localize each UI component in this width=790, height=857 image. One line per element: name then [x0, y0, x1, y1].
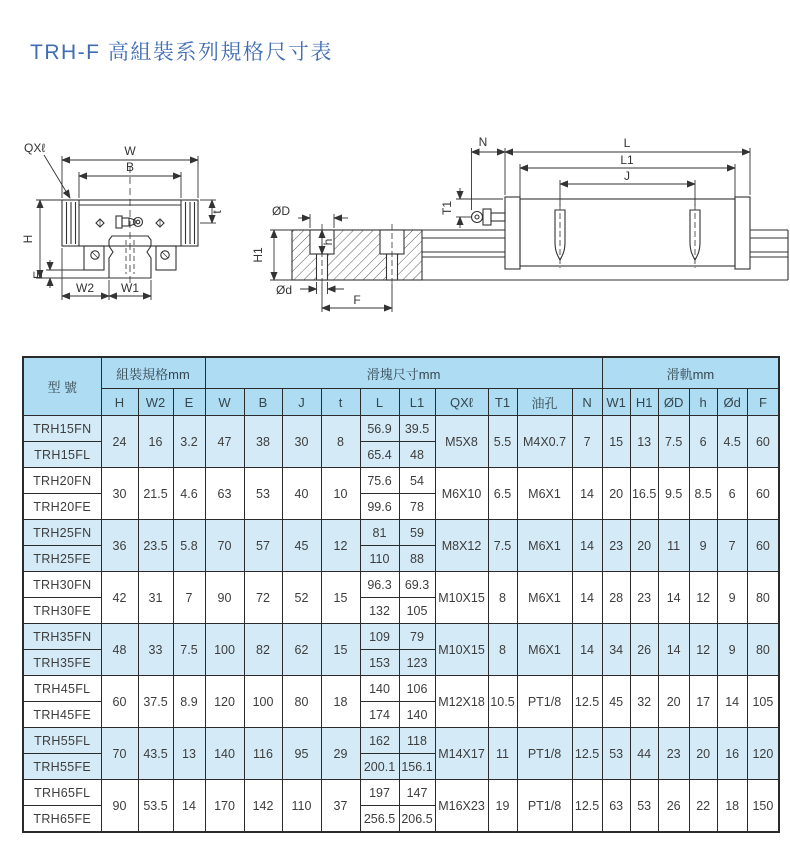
value-cell: 150 — [747, 780, 779, 833]
value-cell: 31 — [138, 572, 173, 624]
value-cell: 80 — [747, 624, 779, 676]
value-cell: 36 — [101, 520, 138, 572]
value-cell: 10.5 — [488, 676, 517, 728]
value-cell: 47 — [205, 416, 244, 468]
value-cell: 96.3 — [360, 572, 399, 598]
value-cell: 63 — [602, 780, 630, 833]
dim-label-f: F — [353, 293, 361, 307]
col-header-OD: ØD — [658, 389, 689, 416]
value-cell: 6.5 — [488, 468, 517, 520]
value-cell: 70 — [205, 520, 244, 572]
value-cell: 22 — [689, 780, 717, 833]
value-cell: 7.5 — [173, 624, 205, 676]
value-cell: 95 — [282, 728, 321, 780]
value-cell: 42 — [101, 572, 138, 624]
value-cell: 45 — [282, 520, 321, 572]
value-cell: 9 — [717, 624, 747, 676]
value-cell: 65.4 — [360, 442, 399, 468]
value-cell: 170 — [205, 780, 244, 833]
value-cell: 12 — [321, 520, 360, 572]
value-cell: 18 — [717, 780, 747, 833]
value-cell: 106 — [399, 676, 435, 702]
value-cell: 23 — [658, 728, 689, 780]
value-cell: 80 — [282, 676, 321, 728]
value-cell: M14X17 — [435, 728, 488, 780]
page-title: TRH-F 高組裝系列規格尺寸表 — [30, 41, 333, 64]
value-cell: 17 — [689, 676, 717, 728]
value-cell: 60 — [747, 520, 779, 572]
table-row — [23, 520, 779, 546]
table-row — [23, 728, 779, 754]
dim-label-w: W — [124, 144, 136, 158]
value-cell: 37 — [321, 780, 360, 833]
value-cell: 8 — [488, 624, 517, 676]
value-cell: 11 — [488, 728, 517, 780]
value-cell: 37.5 — [138, 676, 173, 728]
value-cell: 12 — [689, 624, 717, 676]
value-cell: 118 — [399, 728, 435, 754]
value-cell: 20 — [602, 468, 630, 520]
value-cell: 90 — [205, 572, 244, 624]
value-cell: 62 — [282, 624, 321, 676]
value-cell: 174 — [360, 702, 399, 728]
value-cell: 59 — [399, 520, 435, 546]
model-cell: TRH35FE — [23, 650, 101, 676]
value-cell: 140 — [399, 702, 435, 728]
technical-diagrams — [0, 118, 790, 323]
value-cell: 24 — [101, 416, 138, 468]
value-cell: 147 — [399, 780, 435, 806]
value-cell: 110 — [282, 780, 321, 833]
value-cell: 8 — [321, 416, 360, 468]
value-cell: 54 — [399, 468, 435, 494]
model-cell: TRH55FE — [23, 754, 101, 780]
value-cell: 109 — [360, 624, 399, 650]
value-cell: M6X10 — [435, 468, 488, 520]
value-cell: 33 — [138, 624, 173, 676]
value-cell: M6X1 — [517, 624, 572, 676]
dim-label-od-small: Ød — [276, 283, 293, 297]
col-header-B: B — [244, 389, 282, 416]
value-cell: 30 — [101, 468, 138, 520]
value-cell: 4.5 — [717, 416, 747, 468]
value-cell: 13 — [630, 416, 658, 468]
value-cell: 63 — [205, 468, 244, 520]
value-cell: 19 — [488, 780, 517, 833]
value-cell: 140 — [205, 728, 244, 780]
value-cell: 45 — [602, 676, 630, 728]
table-row — [23, 468, 779, 494]
value-cell: 12.5 — [572, 676, 602, 728]
value-cell: 4.6 — [173, 468, 205, 520]
value-cell: 56.9 — [360, 416, 399, 442]
value-cell: 7 — [572, 416, 602, 468]
value-cell: 60 — [747, 468, 779, 520]
value-cell: 44 — [630, 728, 658, 780]
value-cell: M6X1 — [517, 468, 572, 520]
group-header-assembly: 組裝規格mm — [101, 357, 205, 389]
model-cell: TRH25FE — [23, 546, 101, 572]
value-cell: 69.3 — [399, 572, 435, 598]
value-cell: 14 — [572, 468, 602, 520]
value-cell: 14 — [572, 520, 602, 572]
model-cell: TRH65FE — [23, 806, 101, 833]
value-cell: 12 — [689, 572, 717, 624]
value-cell: 9.5 — [658, 468, 689, 520]
value-cell: 99.6 — [360, 494, 399, 520]
value-cell: 105 — [399, 598, 435, 624]
dimension-drawing — [0, 118, 790, 323]
value-cell: 39.5 — [399, 416, 435, 442]
value-cell: 197 — [360, 780, 399, 806]
value-cell: 30 — [282, 416, 321, 468]
model-cell: TRH20FN — [23, 468, 101, 494]
value-cell: 14 — [572, 624, 602, 676]
dim-label-b: B — [125, 160, 135, 174]
value-cell: 28 — [602, 572, 630, 624]
value-cell: 110 — [360, 546, 399, 572]
col-header-W: W — [205, 389, 244, 416]
value-cell: 9 — [689, 520, 717, 572]
dim-label-h-small: h — [321, 238, 335, 246]
value-cell: PT1/8 — [517, 780, 572, 833]
model-cell: TRH15FL — [23, 442, 101, 468]
value-cell: 23 — [602, 520, 630, 572]
value-cell: 40 — [282, 468, 321, 520]
value-cell: 81 — [360, 520, 399, 546]
table-row — [23, 416, 779, 442]
col-header-t: t — [321, 389, 360, 416]
col-header-T1: T1 — [488, 389, 517, 416]
value-cell: 116 — [244, 728, 282, 780]
value-cell: 206.5 — [399, 806, 435, 833]
value-cell: 3.2 — [173, 416, 205, 468]
value-cell: 80 — [747, 572, 779, 624]
table-row — [23, 624, 779, 650]
value-cell: M5X8 — [435, 416, 488, 468]
col-header-model: 型 號 — [23, 357, 101, 416]
value-cell: 14 — [717, 676, 747, 728]
value-cell: 15 — [321, 624, 360, 676]
value-cell: 142 — [244, 780, 282, 833]
value-cell: 105 — [747, 676, 779, 728]
value-cell: PT1/8 — [517, 728, 572, 780]
value-cell: 78 — [399, 494, 435, 520]
value-cell: 14 — [658, 624, 689, 676]
col-header-H: H — [101, 389, 138, 416]
value-cell: 20 — [658, 676, 689, 728]
value-cell: 52 — [282, 572, 321, 624]
value-cell: 48 — [101, 624, 138, 676]
col-header-H1: H1 — [630, 389, 658, 416]
value-cell: M10X15 — [435, 572, 488, 624]
model-cell: TRH20FE — [23, 494, 101, 520]
value-cell: 123 — [399, 650, 435, 676]
value-cell: 162 — [360, 728, 399, 754]
group-header-block: 滑塊尺寸mm — [205, 357, 602, 389]
value-cell: 34 — [602, 624, 630, 676]
col-header-Od: Ød — [717, 389, 747, 416]
block-front-view — [62, 166, 198, 286]
value-cell: 20 — [689, 728, 717, 780]
value-cell: 82 — [244, 624, 282, 676]
value-cell: 7 — [717, 520, 747, 572]
col-header-J: J — [282, 389, 321, 416]
model-cell: TRH30FE — [23, 598, 101, 624]
value-cell: 60 — [101, 676, 138, 728]
value-cell: 26 — [630, 624, 658, 676]
value-cell: 21.5 — [138, 468, 173, 520]
value-cell: 38 — [244, 416, 282, 468]
value-cell: 23 — [630, 572, 658, 624]
dim-label-qxl: QXℓ — [24, 141, 46, 155]
value-cell: 13 — [173, 728, 205, 780]
value-cell: 9 — [717, 572, 747, 624]
block-side-dimensions — [456, 148, 750, 228]
value-cell: 53 — [602, 728, 630, 780]
col-header-h: h — [689, 389, 717, 416]
value-cell: 140 — [360, 676, 399, 702]
model-cell: TRH35FN — [23, 624, 101, 650]
model-cell: TRH15FN — [23, 416, 101, 442]
value-cell: 18 — [321, 676, 360, 728]
dim-label-h1: H1 — [251, 247, 265, 263]
dim-label-e: E — [31, 270, 45, 280]
block-side-view — [422, 197, 788, 280]
value-cell: 16 — [717, 728, 747, 780]
value-cell: 6 — [717, 468, 747, 520]
value-cell: 53 — [244, 468, 282, 520]
dim-label-n: N — [478, 135, 488, 149]
dim-label-j: J — [624, 169, 630, 183]
model-cell: TRH55FL — [23, 728, 101, 754]
value-cell: 32 — [630, 676, 658, 728]
value-cell: M12X18 — [435, 676, 488, 728]
value-cell: 132 — [360, 598, 399, 624]
spec-table-body — [23, 416, 779, 833]
dim-label-h: H — [21, 234, 35, 244]
value-cell: 8.5 — [689, 468, 717, 520]
model-cell: TRH30FN — [23, 572, 101, 598]
col-header-W1: W1 — [602, 389, 630, 416]
value-cell: 256.5 — [360, 806, 399, 833]
value-cell: 70 — [101, 728, 138, 780]
value-cell: 10 — [321, 468, 360, 520]
value-cell: 5.8 — [173, 520, 205, 572]
dim-label-l1: L1 — [620, 153, 634, 167]
value-cell: 16.5 — [630, 468, 658, 520]
value-cell: 12.5 — [572, 780, 602, 833]
col-header-L: L — [360, 389, 399, 416]
model-cell: TRH45FL — [23, 676, 101, 702]
value-cell: 57 — [244, 520, 282, 572]
dim-label-l: L — [623, 136, 631, 150]
value-cell: 7 — [173, 572, 205, 624]
table-row — [23, 780, 779, 806]
group-header-rail: 滑軌mm — [602, 357, 779, 389]
value-cell: 15 — [321, 572, 360, 624]
col-header-E: E — [173, 389, 205, 416]
table-row — [23, 572, 779, 598]
spec-table — [22, 356, 780, 833]
value-cell: 11 — [658, 520, 689, 572]
value-cell: 153 — [360, 650, 399, 676]
value-cell: M6X1 — [517, 572, 572, 624]
col-header-oil-hole: 油孔 — [517, 389, 572, 416]
value-cell: 43.5 — [138, 728, 173, 780]
value-cell: 26 — [658, 780, 689, 833]
model-cell: TRH25FN — [23, 520, 101, 546]
value-cell: 20 — [630, 520, 658, 572]
value-cell: 156.1 — [399, 754, 435, 780]
value-cell: 48 — [399, 442, 435, 468]
value-cell: 53.5 — [138, 780, 173, 833]
value-cell: M10X15 — [435, 624, 488, 676]
value-cell: 29 — [321, 728, 360, 780]
dim-label-t: t — [210, 210, 224, 214]
value-cell: 5.5 — [488, 416, 517, 468]
value-cell: 100 — [205, 624, 244, 676]
value-cell: 200.1 — [360, 754, 399, 780]
value-cell: 23.5 — [138, 520, 173, 572]
value-cell: 16 — [138, 416, 173, 468]
col-header-N: N — [572, 389, 602, 416]
value-cell: 14 — [173, 780, 205, 833]
dim-label-w2: W2 — [76, 281, 94, 295]
value-cell: 8.9 — [173, 676, 205, 728]
value-cell: 6 — [689, 416, 717, 468]
value-cell: 72 — [244, 572, 282, 624]
header-group-row — [23, 357, 779, 389]
model-cell: TRH45FE — [23, 702, 101, 728]
value-cell: M6X1 — [517, 520, 572, 572]
value-cell: 75.6 — [360, 468, 399, 494]
value-cell: 100 — [244, 676, 282, 728]
value-cell: 7.5 — [658, 416, 689, 468]
value-cell: M16X23 — [435, 780, 488, 833]
dim-label-t1: T1 — [440, 200, 454, 216]
col-header-F: F — [747, 389, 779, 416]
value-cell: 53 — [630, 780, 658, 833]
value-cell: 90 — [101, 780, 138, 833]
value-cell: 15 — [602, 416, 630, 468]
table-row — [23, 676, 779, 702]
value-cell: 14 — [572, 572, 602, 624]
col-header-QXl: QXℓ — [435, 389, 488, 416]
rail-section-view — [292, 224, 422, 288]
header-sub-row — [23, 389, 779, 416]
value-cell: M8X12 — [435, 520, 488, 572]
value-cell: 12.5 — [572, 728, 602, 780]
value-cell: 14 — [658, 572, 689, 624]
col-header-L1: L1 — [399, 389, 435, 416]
value-cell: 60 — [747, 416, 779, 468]
value-cell: PT1/8 — [517, 676, 572, 728]
value-cell: 8 — [488, 572, 517, 624]
value-cell: 120 — [205, 676, 244, 728]
col-header-W2: W2 — [138, 389, 173, 416]
value-cell: 88 — [399, 546, 435, 572]
dim-label-w1: W1 — [121, 281, 139, 295]
model-cell: TRH65FL — [23, 780, 101, 806]
value-cell: M4X0.7 — [517, 416, 572, 468]
value-cell: 7.5 — [488, 520, 517, 572]
value-cell: 79 — [399, 624, 435, 650]
value-cell: 120 — [747, 728, 779, 780]
dim-label-od-big: ØD — [272, 204, 290, 218]
